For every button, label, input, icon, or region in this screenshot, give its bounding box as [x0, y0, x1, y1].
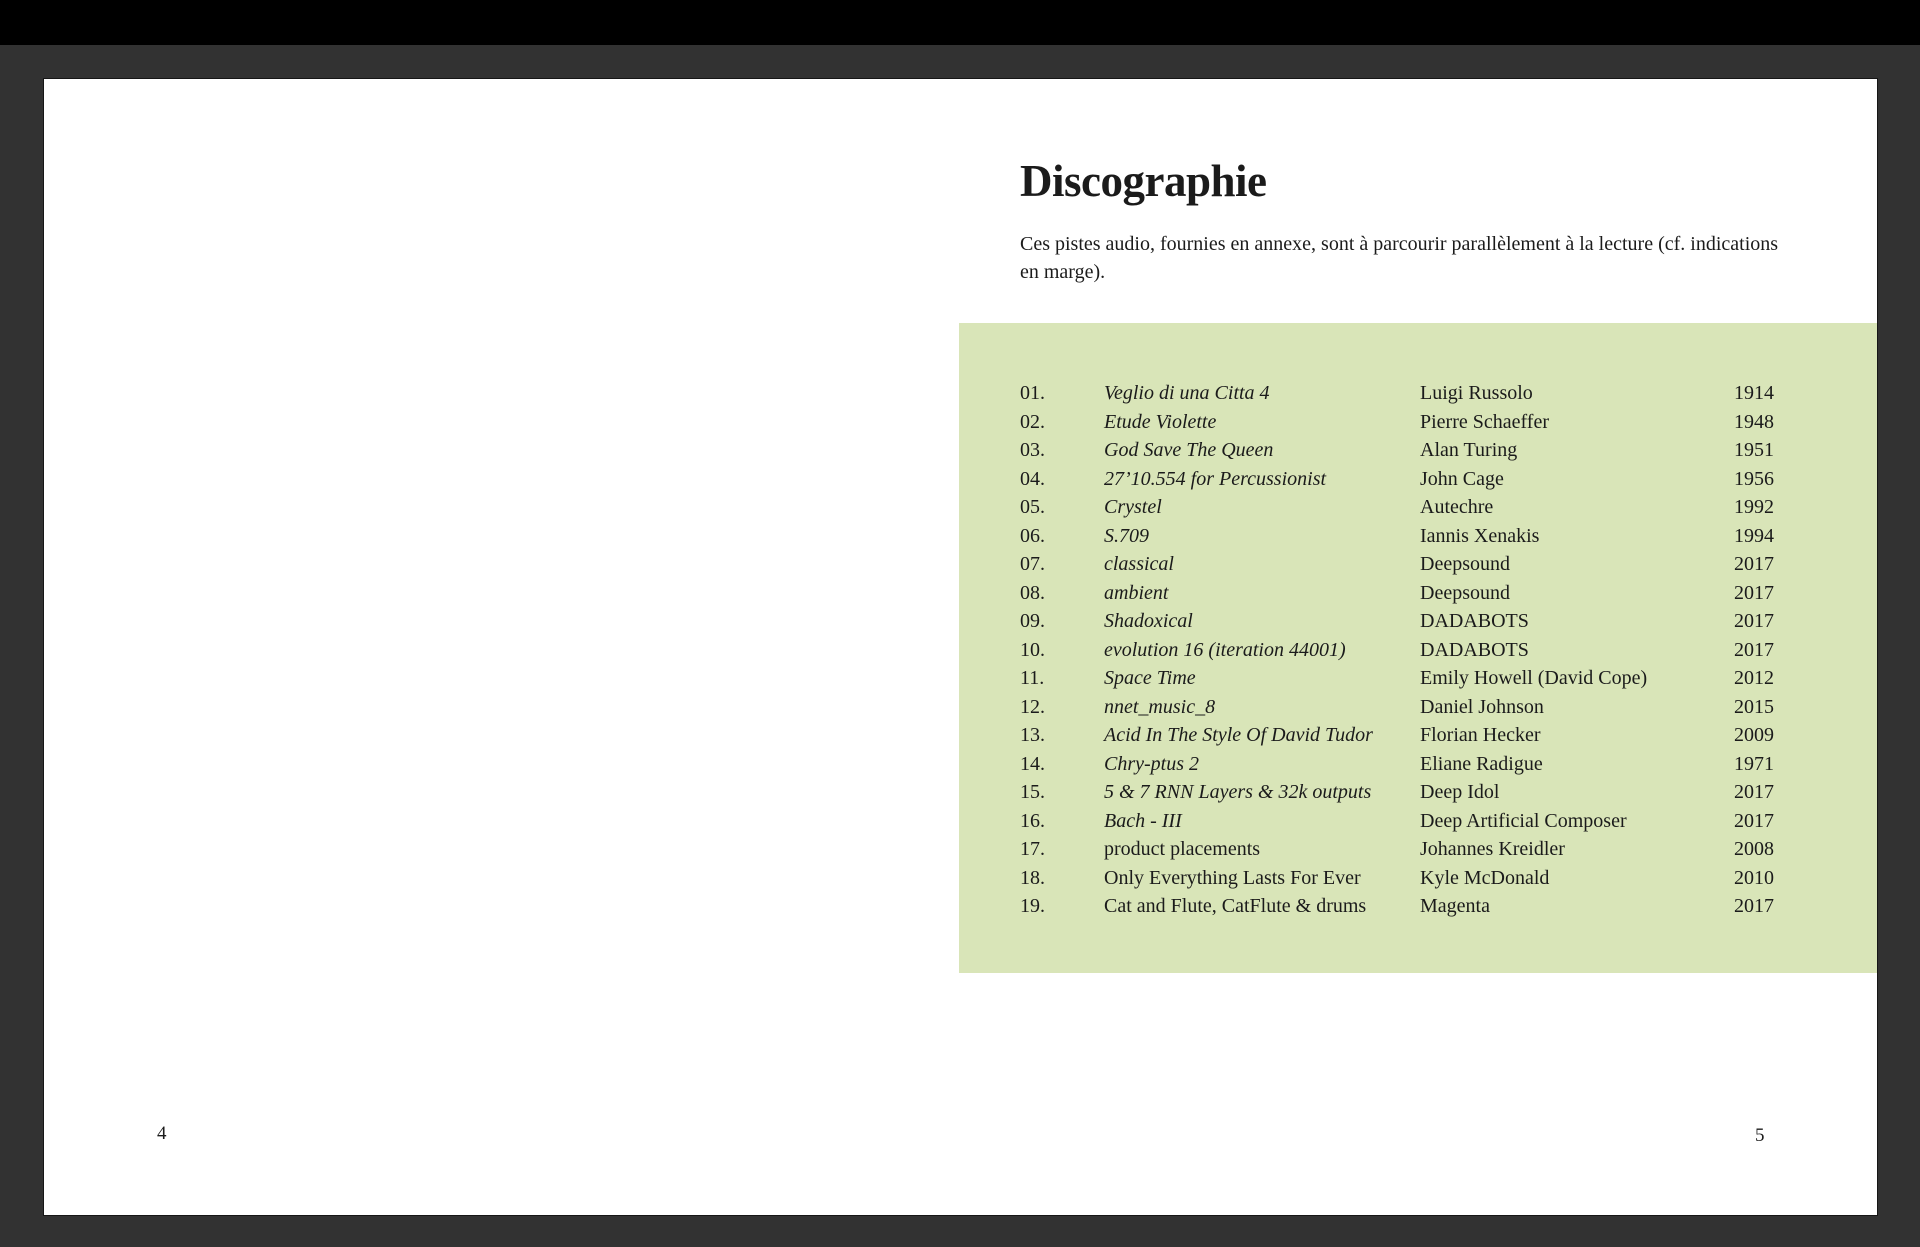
track-number: 02. — [1020, 410, 1045, 433]
track-artist: Autechre — [1420, 496, 1494, 518]
track-row — [1020, 835, 1877, 864]
track-number: 16. — [1020, 809, 1045, 832]
track-title: Acid In The Style Of David Tudor — [1104, 724, 1373, 746]
track-title: Shadoxical — [1104, 610, 1193, 632]
track-row — [1020, 807, 1877, 836]
track-number: 14. — [1020, 752, 1045, 775]
track-number: 09. — [1020, 610, 1045, 632]
track-number: 13. — [1020, 724, 1045, 746]
track-title: Chry-ptus 2 — [1104, 752, 1199, 775]
track-row — [1020, 550, 1877, 579]
track-number: 15. — [1020, 781, 1045, 803]
track-title: Space Time — [1104, 667, 1196, 689]
track-year: 2017 — [1734, 610, 1774, 632]
track-row — [1020, 522, 1877, 551]
track-year: 2017 — [1734, 638, 1774, 661]
track-number: 03. — [1020, 439, 1045, 461]
track-title: nnet_music_8 — [1104, 695, 1216, 718]
track-number: 19. — [1020, 895, 1045, 917]
track-number: 17. — [1020, 838, 1045, 860]
track-year: 1994 — [1734, 524, 1774, 547]
track-title: God Save The Queen — [1104, 439, 1274, 461]
track-artist: Emily Howell (David Cope) — [1420, 667, 1648, 689]
track-year: 2017 — [1734, 581, 1774, 604]
track-number: 18. — [1020, 866, 1045, 889]
track-title: Only Everything Lasts For Ever — [1104, 866, 1361, 889]
track-number: 10. — [1020, 638, 1045, 661]
track-row — [1020, 864, 1877, 893]
track-year: 1914 — [1734, 382, 1774, 404]
track-row — [1020, 693, 1877, 722]
track-title: Etude Violette — [1104, 410, 1217, 433]
track-title: Veglio di una Citta 4 — [1104, 382, 1270, 404]
track-year: 2017 — [1734, 809, 1774, 832]
track-row — [1020, 408, 1877, 437]
intro-paragraph: Ces pistes audio, fournies en annexe, sont à parcourir parallèlement à la lecture (cf. indications en marge). — [1020, 233, 1779, 283]
track-artist: Deepsound — [1420, 553, 1510, 575]
track-year: 2009 — [1734, 724, 1774, 746]
track-title: evolution 16 (iteration 44001) — [1104, 638, 1346, 661]
track-row — [1020, 607, 1877, 636]
track-artist: John Cage — [1420, 467, 1504, 490]
track-artist: DADABOTS — [1420, 638, 1529, 661]
track-number: 01. — [1020, 382, 1045, 404]
track-year: 2015 — [1734, 695, 1774, 718]
track-artist: Eliane Radigue — [1420, 752, 1543, 775]
track-artist: Daniel Johnson — [1420, 695, 1544, 718]
track-title: S.709 — [1104, 524, 1149, 547]
page-number-left: 4 — [157, 1123, 167, 1144]
track-title: 5 & 7 RNN Layers & 32k outputs — [1104, 781, 1372, 803]
track-row — [1020, 465, 1877, 494]
track-artist: DADABOTS — [1420, 610, 1529, 632]
track-number: 04. — [1020, 467, 1045, 490]
track-title: Cat and Flute, CatFlute & drums — [1104, 895, 1367, 917]
track-year: 1951 — [1734, 439, 1774, 461]
viewer-top-bar — [0, 0, 1920, 45]
track-artist: Pierre Schaeffer — [1420, 410, 1550, 433]
track-year: 2012 — [1734, 667, 1774, 689]
track-number: 06. — [1020, 524, 1045, 547]
track-row — [1020, 750, 1877, 779]
track-year: 2008 — [1734, 838, 1774, 860]
track-row — [1020, 778, 1877, 807]
track-artist: Johannes Kreidler — [1420, 838, 1565, 860]
track-row — [1020, 892, 1877, 921]
track-title: Crystel — [1104, 496, 1162, 518]
track-artist: Iannis Xenakis — [1420, 524, 1540, 547]
track-title: ambient — [1104, 581, 1169, 604]
track-title: classical — [1104, 553, 1174, 575]
track-row — [1020, 721, 1877, 750]
track-year: 1971 — [1734, 752, 1774, 775]
track-year: 2017 — [1734, 553, 1774, 575]
track-artist: Florian Hecker — [1420, 724, 1541, 746]
track-title: product placements — [1104, 838, 1261, 860]
track-number: 11. — [1020, 667, 1045, 689]
track-title: Bach - III — [1104, 809, 1182, 832]
track-row — [1020, 579, 1877, 608]
track-row — [1020, 379, 1877, 408]
track-year: 2017 — [1734, 895, 1774, 917]
track-title: 27’10.554 for Percussionist — [1104, 467, 1327, 490]
track-artist: Deep Idol — [1420, 781, 1500, 803]
track-number: 08. — [1020, 581, 1045, 604]
page-spread — [44, 79, 1877, 1215]
track-number: 12. — [1020, 695, 1045, 718]
track-row — [1020, 664, 1877, 693]
track-year: 1956 — [1734, 467, 1774, 490]
track-artist: Magenta — [1420, 895, 1490, 917]
track-artist: Luigi Russolo — [1420, 382, 1533, 404]
track-year: 1948 — [1734, 410, 1774, 433]
track-artist: Alan Turing — [1420, 439, 1518, 461]
page-number-right: 5 — [1755, 1125, 1765, 1146]
track-artist: Kyle McDonald — [1420, 866, 1550, 889]
track-year: 2010 — [1734, 866, 1774, 889]
page-title: Discographie — [1020, 156, 1267, 206]
track-number: 07. — [1020, 553, 1045, 575]
track-artist: Deepsound — [1420, 581, 1510, 604]
track-row — [1020, 436, 1877, 465]
track-number: 05. — [1020, 496, 1045, 518]
track-artist: Deep Artificial Composer — [1420, 809, 1627, 832]
discography-block — [959, 323, 1877, 973]
track-table — [959, 323, 1877, 921]
track-year: 2017 — [1734, 781, 1774, 803]
track-year: 1992 — [1734, 496, 1774, 518]
track-row — [1020, 636, 1877, 665]
track-row — [1020, 493, 1877, 522]
